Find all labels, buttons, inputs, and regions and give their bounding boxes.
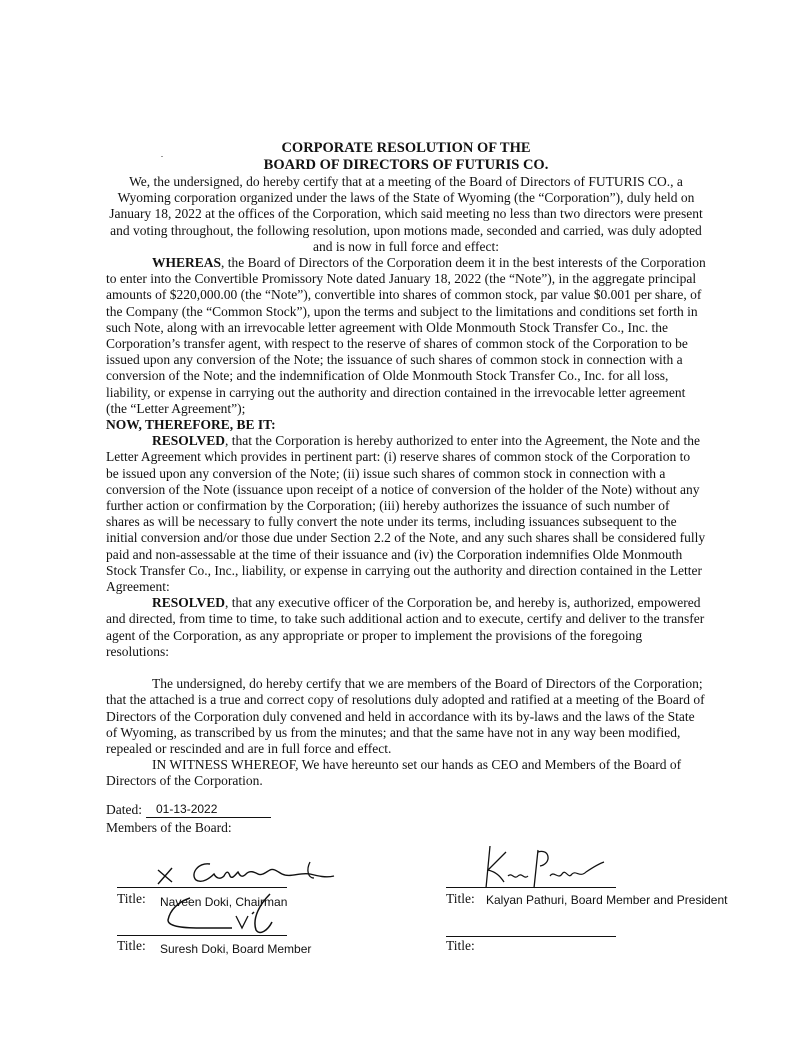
now-therefore-text: NOW, THEREFORE, BE IT: bbox=[106, 417, 276, 433]
signature-line-1 bbox=[117, 887, 287, 888]
title-value-2: Kalyan Pathuri, Board Member and President bbox=[486, 893, 728, 907]
resolved-1-lead: RESOLVED bbox=[152, 433, 226, 449]
dated-label: Dated: bbox=[106, 802, 142, 817]
now-therefore-heading bbox=[106, 417, 706, 433]
signature-line-3 bbox=[117, 935, 287, 936]
title-label-1: Title: bbox=[117, 891, 146, 906]
title-label-2: Title: bbox=[446, 891, 475, 906]
witness-paragraph: IN WITNESS WHEREOF, We have hereunto set our hands as CEO and Members of the Board of Directors of the Corporation. bbox=[106, 757, 682, 789]
signature-line-4 bbox=[446, 936, 616, 937]
signature-suresh-doki bbox=[160, 890, 280, 938]
paragraph-gap bbox=[106, 660, 706, 676]
signature-kalyan-pathuri bbox=[480, 842, 610, 892]
title-value-3: Suresh Doki, Board Member bbox=[160, 942, 312, 956]
resolution-document bbox=[106, 140, 706, 790]
resolved-2-text: , that any executive officer of the Corporation be, and hereby is, authorized, empowered and directed, from time to time, to take such additional action and to execute, certify and deliver to the transfer agent of the Corporation, as any appropriate or proper to implement the provisions of the foregoing resolutions: bbox=[106, 595, 705, 659]
title-value-1: Naveen Doki, Chairman bbox=[160, 895, 288, 909]
resolved-1-paragraph bbox=[106, 433, 706, 595]
whereas-text: , the Board of Directors of the Corporation deem it in the best interests of the Corporation to enter into the Convertible Promissory Note dated January 18, 2022 (the “Note”), in the aggregate principal amounts of $220,000.00 (the “Note”), convertible into shares of common stock, par value $0.001 per share, of the Company (the “Common Stock”), upon the terms and subject to the limitations and conditions set forth in such Note, along with an irrevocable letter agreement with Olde Monmouth Stock Transfer Co., Inc. the Corporation’s transfer agent, with respect to the reserve of shares of common stock of the Corporation to be issued upon any conversion of the Note; the issuance of such shares of common stock in connection with a conversion of the Note; and the indemnification of Olde Monmouth Stock Transfer Co., Inc. for all loss, liability, or expense in carrying out the authority and direction contained in the irrevocable letter agreement (the “Letter Agreement”); bbox=[106, 255, 706, 416]
title-line-2: BOARD OF DIRECTORS OF FUTURIS CO. bbox=[263, 157, 549, 173]
title-line-1: CORPORATE RESOLUTION OF THE bbox=[281, 140, 531, 156]
title-label-4: Title: bbox=[446, 938, 475, 953]
intro-paragraph: We, the undersigned, do hereby certify that at a meeting of the Board of Directors of FUTURIS CO., a Wyoming corporation organized under the laws of the State of Wyoming (the “Corporation”), duly held on January 18, 2022 at the offices of the Corporation, which said meeting no less than two directors were present and voting throughout, the following resolution, upon motions made, seconded and carried, was duly adopted and is now in full force and effect: bbox=[109, 174, 703, 254]
members-label: Members of the Board: bbox=[106, 820, 232, 835]
dated-value: 01-13-2022 bbox=[146, 802, 271, 818]
whereas-lead: WHEREAS bbox=[152, 255, 222, 271]
whereas-paragraph bbox=[106, 255, 706, 417]
signature-line-2 bbox=[446, 887, 616, 888]
resolved-1-text: , that the Corporation is hereby authorized to enter into the Agreement, the Note and the Letter Agreement which provides in pertinent part: (i) reserve shares of common stock of the Corporation to be issued upon any conversion of the Note; (ii) issue such shares of common stock in connection with a conversion of the Note (issuance upon receipt of a notice of conversion of the holder of the Note) without any further action or confirmation by the Corporation; (iii) hereby authorizes the issuance of such number of shares as will be necessary to fully convert the note under its terms, including issuances subsequent to the initial conversion and/or those due under Section 2.2 of the Note, and any such shares shall be considered fully paid and non-assessable at the time of their issuance and (iv) the Corporation indemnifies Olde Monmouth Stock Transfer Co., Inc., liability, or expense in carrying out the authority and direction contained in the Letter Agreement: bbox=[106, 433, 706, 595]
title-label-3: Title: bbox=[117, 938, 146, 953]
resolved-2-paragraph bbox=[106, 595, 706, 660]
dated-row bbox=[106, 802, 271, 818]
certification-paragraph: The undersigned, do hereby certify that we are members of the Board of Directors of the Corporation; that the attached is a true and correct copy of resolutions duly adopted and ratified at a meeting of the Board of Directors of the Corporation duly convened and held in accordance with its by-laws and the laws of the State of Wyoming, as transcribed by us from the minutes; and that the same have not in any way been modified, repealed or rescinded and are in full force and effect. bbox=[106, 676, 705, 756]
resolved-2-lead: RESOLVED bbox=[152, 595, 226, 611]
